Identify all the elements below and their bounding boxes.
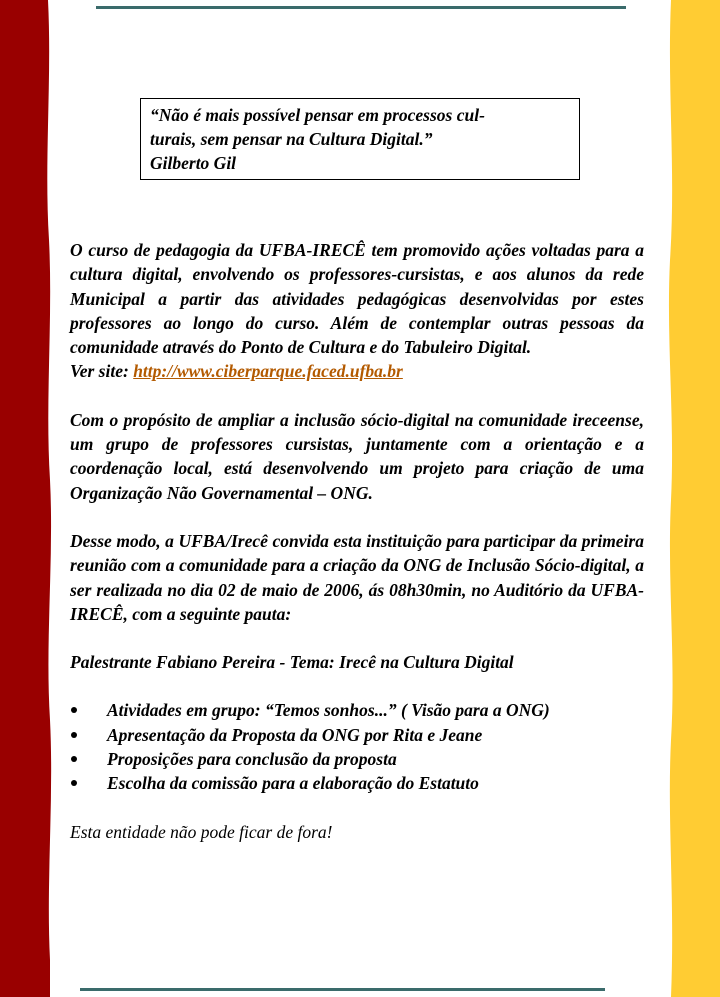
right-decorative-band (668, 0, 720, 997)
bottom-rule (80, 988, 605, 991)
speaker-line: Palestrante Fabiano Pereira - Tema: Irecê na Cultura Digital (70, 652, 514, 673)
agenda-item (70, 698, 644, 722)
paragraph-purpose: Com o propósito de ampliar a inclusão sócio-digital na comunidade ireceense, um grupo de professores cursistas, juntamente com a orientação e a coordenação local, está desenvolvendo um projeto para criação de uma Organização Não Governamental – ONG. (70, 409, 644, 503)
site-link[interactable]: http://www.ciberparque.faced.ufba.br (133, 361, 403, 382)
paragraph-invitation: Desse modo, a UFBA/Irecê convida esta instituição para participar da primeira reunião com a comunidade para a criação da ONG de Inclusão Sócio-digital, a ser realizada no dia 02 de maio de 2006, ás 08h30min, no Auditório da UFBA-IRECÊ, com a seguinte pauta: (70, 530, 644, 624)
quote-line-2: turais, sem pensar na Cultura Digital.” (150, 129, 433, 149)
agenda-item (70, 747, 644, 771)
left-decorative-band (0, 0, 52, 997)
agenda-item-text: Escolha da comissão para a elaboração do Estatuto (107, 773, 479, 794)
site-label: Ver site: (70, 361, 134, 382)
agenda-item (70, 771, 644, 795)
bullet-icon (71, 707, 77, 713)
bullet-icon (71, 780, 77, 786)
agenda-list (70, 698, 644, 795)
quote-author: Gilberto Gil (150, 153, 237, 173)
quote-line-1: “Não é mais possível pensar em processos cul- (150, 105, 485, 125)
top-rule (96, 6, 626, 9)
letter-body (70, 238, 644, 844)
bullet-icon (71, 732, 77, 738)
agenda-item (70, 723, 644, 747)
quote-box (140, 98, 580, 180)
site-line (70, 359, 644, 383)
bullet-icon (71, 756, 77, 762)
agenda-item-text: Apresentação da Proposta da ONG por Rita e Jeane (107, 724, 483, 745)
agenda-item-text: Atividades em grupo: “Temos sonhos...” ( Visão para a ONG) (107, 700, 550, 721)
closing-line: Esta entidade não pode ficar de fora! (70, 821, 333, 842)
agenda-item-text: Proposições para conclusão da proposta (107, 749, 397, 770)
paragraph-intro: O curso de pedagogia da UFBA-IRECÊ tem promovido ações voltadas para a cultura digital, envolvendo os professores-cursistas, e aos alunos da rede Municipal a partir das atividades pedagógicas desenvolvidas por estes professores ao longo do curso. Além de contemplar outras pessoas da comunidade através do Ponto de Cultura e do Tabuleiro Digital. (70, 240, 644, 358)
